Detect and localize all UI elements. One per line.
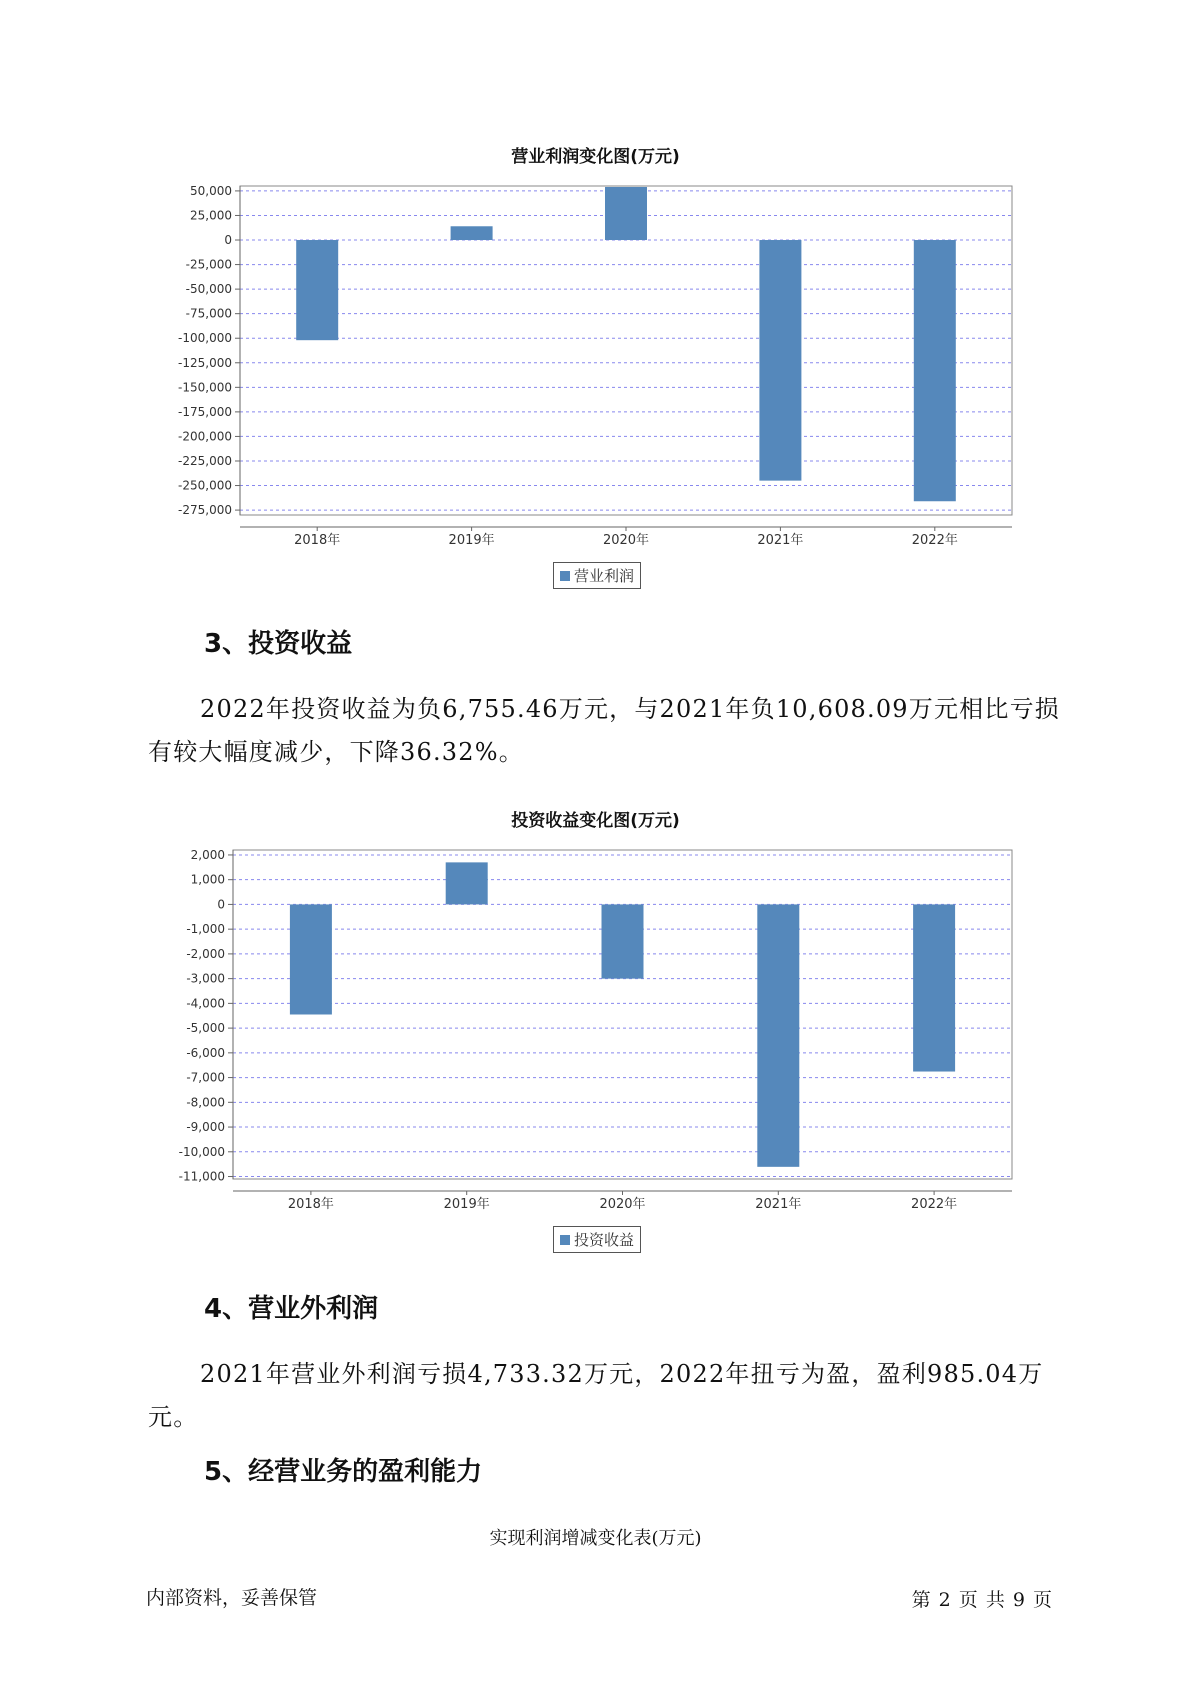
y-tick-label: -5,000 bbox=[186, 1021, 225, 1036]
x-tick-label: 2022年 bbox=[911, 533, 958, 548]
chart2-legend bbox=[553, 1226, 641, 1253]
x-tick-label: 2020年 bbox=[599, 1197, 646, 1212]
y-tick-label: -6,000 bbox=[186, 1045, 225, 1060]
y-tick-label: -275,000 bbox=[178, 503, 232, 518]
chart1-title: 营业利润变化图(万元) bbox=[511, 147, 680, 167]
y-tick-label: -200,000 bbox=[178, 429, 232, 444]
bar-2020年 bbox=[602, 904, 644, 978]
section-4-heading: 4、营业外利润 bbox=[204, 1294, 379, 1324]
y-tick-label: -250,000 bbox=[178, 478, 232, 493]
y-tick-label: -100,000 bbox=[178, 331, 232, 346]
y-tick-label: 2,000 bbox=[190, 847, 225, 862]
chart2-title: 投资收益变化图(万元) bbox=[511, 811, 680, 831]
x-tick-label: 2022年 bbox=[911, 1197, 958, 1212]
table-caption: 实现利润增减变化表(万元) bbox=[489, 1528, 702, 1549]
y-tick-label: 0 bbox=[217, 897, 225, 912]
x-tick-label: 2019年 bbox=[443, 1197, 490, 1212]
y-tick-label: -1,000 bbox=[186, 922, 225, 937]
chart1-legend-label: 营业利润 bbox=[574, 567, 635, 585]
y-tick-label: -11,000 bbox=[178, 1169, 225, 1184]
y-tick-label: -10,000 bbox=[178, 1144, 225, 1159]
y-tick-label: -175,000 bbox=[178, 404, 232, 419]
bar-2022年 bbox=[913, 904, 955, 1071]
section-4-paragraph: 2021年营业外利润亏损4,733.32万元，2022年扭亏为盈，盈利985.04万元。 bbox=[148, 1360, 1044, 1431]
bar-2018年 bbox=[290, 904, 332, 1014]
footer-page-number: 第 2 页 共 9 页 bbox=[911, 1589, 1053, 1611]
y-tick-label: -9,000 bbox=[186, 1120, 225, 1135]
x-tick-label: 2020年 bbox=[602, 533, 650, 548]
y-tick-label: 25,000 bbox=[190, 208, 232, 223]
y-tick-label: -4,000 bbox=[186, 996, 225, 1011]
section-3-paragraph: 2022年投资收益为负6,755.46万元，与2021年负10,608.09万元相比亏损有较大幅度减少，下降36.32%。 bbox=[148, 695, 1060, 766]
footer-confidential: 内部资料，妥善保管 bbox=[146, 1587, 318, 1609]
y-tick-label: 1,000 bbox=[190, 872, 225, 887]
bar-2021年 bbox=[757, 904, 799, 1166]
y-tick-label: -75,000 bbox=[185, 306, 232, 321]
y-tick-label: -3,000 bbox=[186, 971, 225, 986]
legend-swatch bbox=[560, 1235, 570, 1245]
x-tick-label: 2021年 bbox=[755, 1197, 802, 1212]
plot-area bbox=[233, 850, 1012, 1179]
y-tick-label: -50,000 bbox=[185, 282, 232, 297]
x-tick-label: 2021年 bbox=[757, 533, 804, 548]
y-tick-label: 0 bbox=[224, 233, 232, 248]
x-tick-label: 2019年 bbox=[448, 533, 495, 548]
section-5-heading: 5、经营业务的盈利能力 bbox=[204, 1457, 483, 1487]
y-tick-label: -225,000 bbox=[178, 453, 232, 468]
y-tick-label: -7,000 bbox=[186, 1070, 225, 1085]
x-tick-label: 2018年 bbox=[294, 533, 341, 548]
chart2-legend-label: 投资收益 bbox=[574, 1231, 635, 1249]
bar-2019年 bbox=[446, 862, 488, 904]
y-tick-label: -2,000 bbox=[186, 946, 225, 961]
y-tick-label: -25,000 bbox=[185, 257, 232, 272]
y-tick-label: -125,000 bbox=[178, 355, 232, 370]
x-tick-label: 2018年 bbox=[287, 1197, 334, 1212]
y-tick-label: -8,000 bbox=[186, 1095, 225, 1110]
y-tick-label: -150,000 bbox=[178, 380, 232, 395]
section-3-heading: 3、投资收益 bbox=[204, 629, 353, 659]
y-tick-label: 50,000 bbox=[190, 183, 232, 198]
